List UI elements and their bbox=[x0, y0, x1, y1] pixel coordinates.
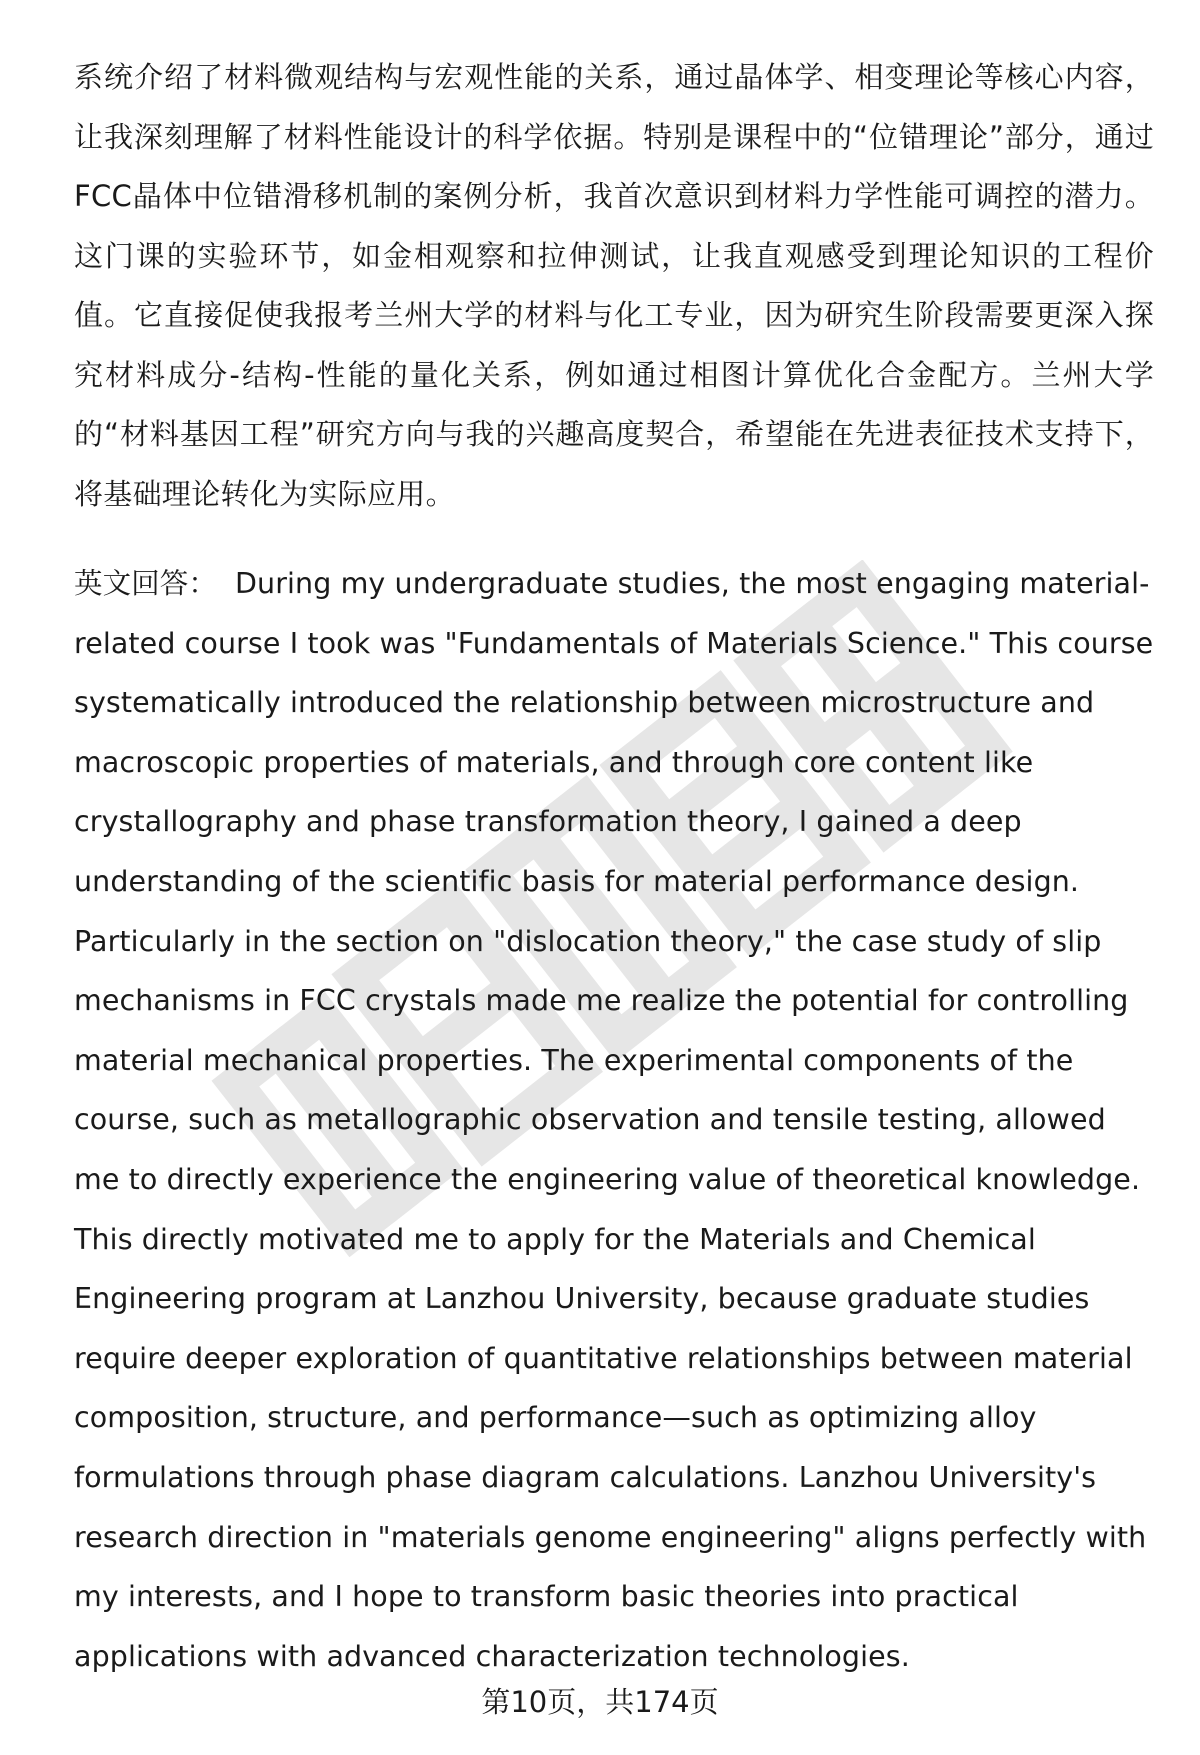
english-answer-text: During my undergraduate studies, the most engaging material-related course I took was "Fundamentals of Materials Science." This course systematically introduced the relationship between microstructure and macroscopic properties of materials, and through core content like crystallography and phase transformation theory, I gained a deep understanding of the scientific basis for material performance design. Particularly in the section on "dislocation theory," the case study of slip mechanisms in FCC crystals made me realize the potential for controlling material mechanical properties. The experimental components of the course, such as metallographic observation and tensile testing, allowed me to directly experience the engineering value of theoretical knowledge. This directly motivated me to apply for the Materials and Chemical Engineering program at Lanzhou University, because graduate studies require deeper exploration of quantitative relationships between material composition, structure, and performance—such as optimizing alloy formulations through phase diagram calculations. Lanzhou University's research direction in "materials genome engineering" aligns perfectly with my interests, and I hope to transform basic theories into practical applications with advanced characterization technologies. bbox=[74, 567, 1154, 1673]
english-answer-paragraph bbox=[74, 554, 1154, 1686]
english-answer-label: 英文回答： bbox=[74, 567, 218, 600]
page-number-footer: 第10页，共174页 bbox=[481, 1685, 719, 1719]
chinese-answer-paragraph: 系统介绍了材料微观结构与宏观性能的关系，通过晶体学、相变理论等核心内容，让我深刻理解了材料性能设计的科学依据。特别是课程中的“位错理论”部分，通过FCC晶体中位错滑移机制的案例分析，我首次意识到材料力学性能可调控的潜力。这门课的实验环节，如金相观察和拉伸测试，让我直观感受到理论知识的工程价值。它直接促使我报考兰州大学的材料与化工专业，因为研究生阶段需要更深入探究材料成分-结构-性能的量化关系，例如通过相图计算优化合金配方。兰州大学的“材料基因工程”研究方向与我的兴趣高度契合，希望能在先进表征技术支持下，将基础理论转化为实际应用。 bbox=[74, 60, 1154, 511]
document-body bbox=[74, 48, 1154, 1686]
